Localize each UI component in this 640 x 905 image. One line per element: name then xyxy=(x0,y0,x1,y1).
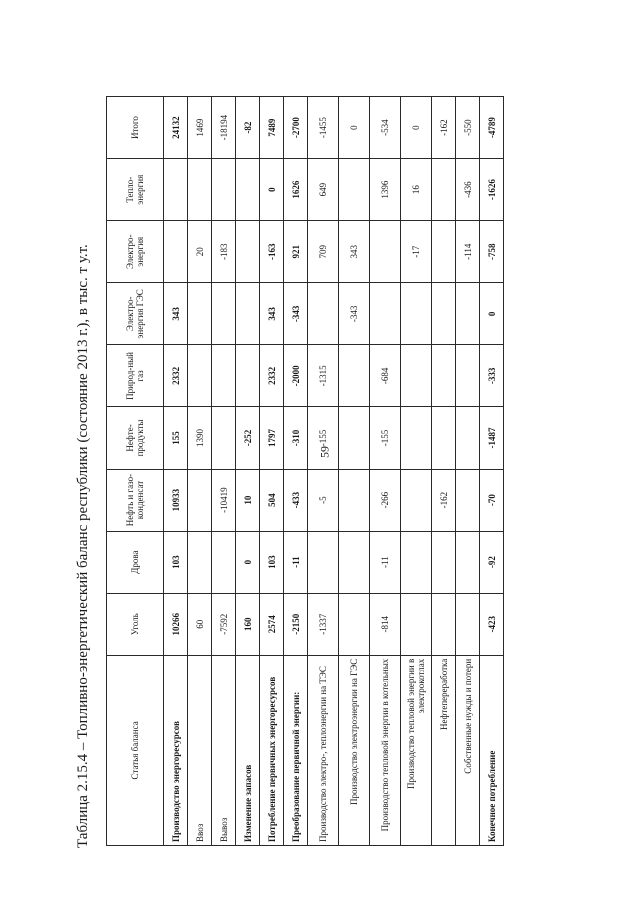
table-cell: 709 xyxy=(308,221,339,283)
table-cell: -433 xyxy=(284,469,308,531)
table-row xyxy=(260,97,284,846)
row-label: Производство энергоресурсов xyxy=(164,655,188,845)
row-label: Изменение запасов xyxy=(236,655,260,845)
table-cell: 0 xyxy=(339,97,370,159)
table-cell: -163 xyxy=(260,221,284,283)
table-cell: 1797 xyxy=(260,407,284,469)
table-cell: 16 xyxy=(401,159,432,221)
table-cell: -758 xyxy=(480,221,504,283)
table-cell xyxy=(164,221,188,283)
table-cell: -155 xyxy=(370,407,401,469)
table-cell: -70 xyxy=(480,469,504,531)
header-cell: Природ-ный газ xyxy=(107,345,164,407)
table-cell: 0 xyxy=(236,531,260,593)
table-cell: -1455 xyxy=(308,97,339,159)
table-cell xyxy=(432,345,456,407)
table-cell xyxy=(339,593,370,655)
table-cell: 10933 xyxy=(164,469,188,531)
table-cell: 1469 xyxy=(188,97,212,159)
energy-balance-table xyxy=(106,96,504,846)
table-cell xyxy=(236,159,260,221)
table-cell xyxy=(401,531,432,593)
table-cell: -162 xyxy=(432,97,456,159)
table-row xyxy=(480,97,504,846)
table-cell xyxy=(339,469,370,531)
table-cell: 0 xyxy=(260,159,284,221)
table-cell: -5 xyxy=(308,469,339,531)
table-cell xyxy=(308,283,339,345)
table-cell xyxy=(188,283,212,345)
table-cell: -4789 xyxy=(480,97,504,159)
table-cell xyxy=(370,283,401,345)
table-cell xyxy=(212,159,236,221)
table-cell xyxy=(456,593,480,655)
header-cell: Нефте-продукты xyxy=(107,407,164,469)
table-cell: -155 xyxy=(308,407,339,469)
table-row xyxy=(188,97,212,846)
table-cell xyxy=(456,283,480,345)
table-cell: -423 xyxy=(480,593,504,655)
row-label: Производство электроэнергии на ГЭС xyxy=(339,655,370,845)
table-cell: 103 xyxy=(260,531,284,593)
table-cell xyxy=(339,407,370,469)
header-cell: Нефть и газо-конденсат xyxy=(107,469,164,531)
row-label: Нефтепереработка xyxy=(432,655,456,845)
table-cell xyxy=(212,531,236,593)
table-cell xyxy=(339,531,370,593)
table-row xyxy=(370,97,401,846)
table-cell: -1487 xyxy=(480,407,504,469)
table-cell: -162 xyxy=(432,469,456,531)
table-cell: -2000 xyxy=(284,345,308,407)
header-cell: Дрова xyxy=(107,531,164,593)
table-cell: 10266 xyxy=(164,593,188,655)
table-caption: Таблица 2.15.4 – Топливно-энергетический баланс республики (состояние 2013 г.), в тыс. т у.т. xyxy=(75,244,91,848)
table-cell: -550 xyxy=(456,97,480,159)
table-cell: -2700 xyxy=(284,97,308,159)
table-cell xyxy=(212,283,236,345)
table-cell xyxy=(401,469,432,531)
table-cell xyxy=(339,345,370,407)
table-cell: -333 xyxy=(480,345,504,407)
table-row xyxy=(212,97,236,846)
page-number: 59 xyxy=(317,446,332,458)
table-cell xyxy=(308,531,339,593)
table-cell: -684 xyxy=(370,345,401,407)
table-cell xyxy=(188,345,212,407)
header-cell: Статья баланса xyxy=(107,655,164,845)
table-row xyxy=(284,97,308,846)
table-header-row xyxy=(107,97,164,846)
table-cell: -814 xyxy=(370,593,401,655)
row-label: Производство тепловой энергии в электрокотлах xyxy=(401,655,432,845)
table-cell xyxy=(188,531,212,593)
table-cell: 10 xyxy=(236,469,260,531)
table-cell xyxy=(432,159,456,221)
row-label: Производство тепловой энергии в котельных xyxy=(370,655,401,845)
header-cell: Итого xyxy=(107,97,164,159)
table-cell: 2574 xyxy=(260,593,284,655)
table-cell: -310 xyxy=(284,407,308,469)
table-cell xyxy=(339,159,370,221)
table-cell: 343 xyxy=(339,221,370,283)
table-cell xyxy=(456,345,480,407)
table-cell: -252 xyxy=(236,407,260,469)
header-cell: Уголь xyxy=(107,593,164,655)
table-cell: 24132 xyxy=(164,97,188,159)
table-cell xyxy=(401,283,432,345)
table-cell: 1390 xyxy=(188,407,212,469)
table-cell: -17 xyxy=(401,221,432,283)
table-cell: -343 xyxy=(339,283,370,345)
table-cell xyxy=(456,407,480,469)
table-cell: 2332 xyxy=(164,345,188,407)
table-cell: -1315 xyxy=(308,345,339,407)
table-cell: 2332 xyxy=(260,345,284,407)
table-cell xyxy=(432,407,456,469)
table-cell: 1396 xyxy=(370,159,401,221)
table-cell xyxy=(401,407,432,469)
table-cell: 649 xyxy=(308,159,339,221)
table-cell: -2150 xyxy=(284,593,308,655)
table-cell xyxy=(432,283,456,345)
table-cell: 20 xyxy=(188,221,212,283)
table-cell xyxy=(212,345,236,407)
table-cell xyxy=(236,283,260,345)
table-cell xyxy=(236,345,260,407)
table-cell: -7592 xyxy=(212,593,236,655)
header-cell: Тепло-энергия xyxy=(107,159,164,221)
table-row xyxy=(308,97,339,846)
table-cell: -10419 xyxy=(212,469,236,531)
table-cell xyxy=(164,159,188,221)
table-cell xyxy=(401,345,432,407)
table-cell xyxy=(370,221,401,283)
table-cell: -436 xyxy=(456,159,480,221)
table-cell xyxy=(212,407,236,469)
table-cell: 921 xyxy=(284,221,308,283)
table-cell xyxy=(188,159,212,221)
table-cell: -266 xyxy=(370,469,401,531)
table-row xyxy=(339,97,370,846)
table-row xyxy=(236,97,260,846)
table-cell: -11 xyxy=(370,531,401,593)
table-cell xyxy=(188,469,212,531)
table-cell xyxy=(456,531,480,593)
table-cell: -114 xyxy=(456,221,480,283)
table-row xyxy=(432,97,456,846)
table-cell: 504 xyxy=(260,469,284,531)
table-cell xyxy=(236,221,260,283)
table-cell: -92 xyxy=(480,531,504,593)
table-cell: 1626 xyxy=(284,159,308,221)
row-label: Конечное потребление xyxy=(480,655,504,845)
row-label: Преобразование первичной энергии: xyxy=(284,655,308,845)
table-row xyxy=(456,97,480,846)
row-label: Потребление первичных энергоресурсов xyxy=(260,655,284,845)
table-cell: 103 xyxy=(164,531,188,593)
table-row xyxy=(401,97,432,846)
header-cell: Электро-энергия ГЭС xyxy=(107,283,164,345)
rotated-content xyxy=(68,72,497,852)
table-cell xyxy=(432,221,456,283)
table-cell: -18194 xyxy=(212,97,236,159)
header-cell: Электро-энергия xyxy=(107,221,164,283)
table-cell: -82 xyxy=(236,97,260,159)
table-cell: 7489 xyxy=(260,97,284,159)
table-cell xyxy=(401,593,432,655)
row-label: Вывоз xyxy=(212,655,236,845)
table-cell: 0 xyxy=(480,283,504,345)
table-cell: -343 xyxy=(284,283,308,345)
table-cell: -1337 xyxy=(308,593,339,655)
table-cell: 0 xyxy=(401,97,432,159)
table-cell: -183 xyxy=(212,221,236,283)
table-row xyxy=(164,97,188,846)
table-cell: -1626 xyxy=(480,159,504,221)
table-cell: -534 xyxy=(370,97,401,159)
table-cell xyxy=(432,593,456,655)
row-label: Собственные нужды и потери xyxy=(456,655,480,845)
table-cell: 155 xyxy=(164,407,188,469)
table-cell: 343 xyxy=(164,283,188,345)
row-label: Ввоз xyxy=(188,655,212,845)
row-label: Производство электро-, теплоэнергии на ТЭС xyxy=(308,655,339,845)
table-cell: 160 xyxy=(236,593,260,655)
table-cell xyxy=(456,469,480,531)
table-cell: 60 xyxy=(188,593,212,655)
table-cell: 343 xyxy=(260,283,284,345)
table-cell: -11 xyxy=(284,531,308,593)
table-cell xyxy=(432,531,456,593)
